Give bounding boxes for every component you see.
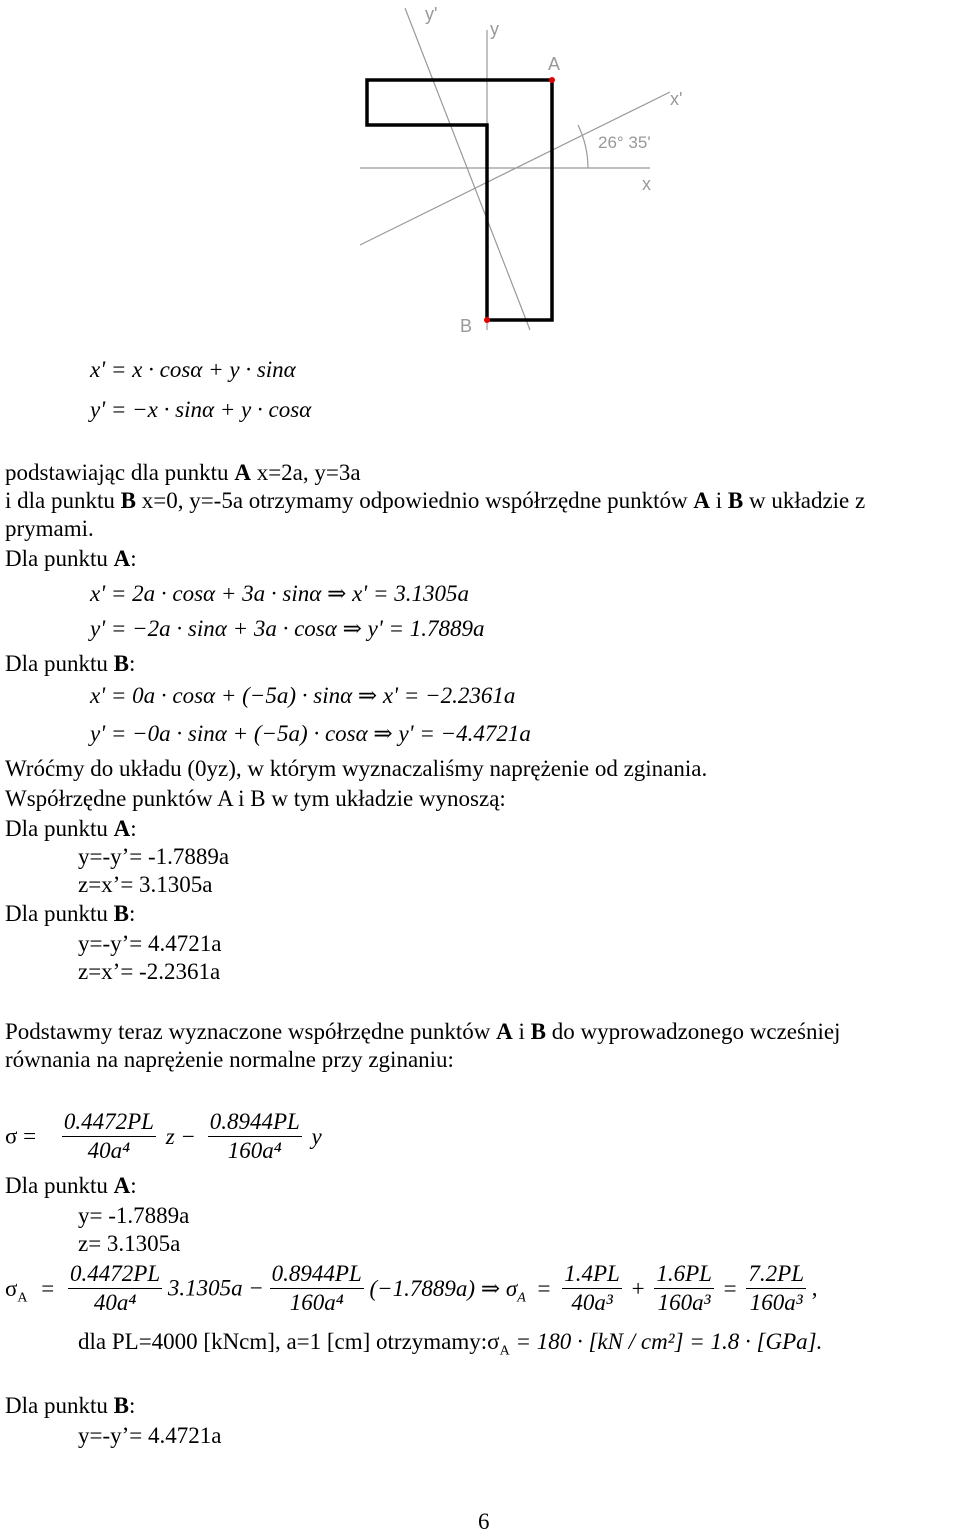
angle-arc [578, 125, 588, 168]
return-line1: Wróćmy do układu (0yz), w którym wyznaczaliśmy naprężenie od zginania. [5, 756, 708, 781]
label-x-prime: x' [670, 89, 683, 109]
page-number: 6 [478, 1509, 490, 1534]
coordsA-y: y=-y’= -1.7889a [78, 844, 230, 869]
sigmaA-y: y= -1.7889a [78, 1203, 190, 1228]
transform-eq2: y' = −x · sinα + y · cosα [90, 397, 312, 422]
intro-line2: i dla punktu B x=0, y=-5a otrzymamy odpowiednio współrzędne punktów A i B w układzie z [5, 488, 866, 513]
sigma-frac2: $\frac{0.8944PL}{\text{160a⁴}}$ [209, 1109, 300, 1163]
label-angle: 26° 35' [598, 133, 651, 152]
transform-eq1: x' = x · cosα + y · sinα [90, 357, 296, 382]
return-line2: Współrzędne punktów A i B w tym układzie wynoszą: [5, 786, 506, 811]
coordsB-heading: Dla punktu B: [5, 901, 136, 926]
sigmaB-y: y=-y’= 4.4721a [78, 1423, 222, 1448]
point-a-marker [549, 77, 555, 83]
pointA-prime-eq1: x' = 2a · cosα + 3a · sinα ⇒ x' = 3.1305a [90, 581, 469, 606]
point-b-marker [484, 317, 490, 323]
label-y-prime: y' [425, 4, 438, 24]
y-prime-axis [405, 8, 530, 330]
sigmaA-z: z= 3.1305a [78, 1231, 181, 1256]
section-outline [367, 80, 552, 320]
sigmaA-result: dla PL=4000 [kNcm], a=1 [cm] $otrzymamy:\sigma_A = 180 \cdot [kN / cm^2] = 1.8 \cdot [GPa]$. [78, 1329, 823, 1359]
label-a: A [548, 54, 561, 74]
substitute-line1: Podstawmy teraz wyznaczone współrzędne punktów A i B do wyprowadzonego wcześniej [5, 1019, 841, 1044]
cross-section-figure [330, 0, 710, 345]
coordsA-z: z=x’= 3.1305a [78, 872, 213, 897]
sigma-formula: σ = $\frac{0.4472PL}{\text{40a⁴}}$ z − $\frac{0.8944PL}{\text{160a⁴}}$ y [5, 1109, 322, 1163]
sigmaA-equation: $\sigma_A$ = $\frac{0.4472PL}{\text{40a⁴}}$ 3.1305a − $\frac{0.8944PL}{\text{160a⁴}}$ (−1.7889a) ⇒ $\sigma_A$ = $\frac{1.4PL}{\text{40a³}}$ + $\frac{1.6PL}{\text{160a³}}$ = $\frac{7.2PL}{\text{160a³}}$ , [5, 1261, 818, 1315]
label-x: x [642, 174, 651, 194]
pointB-prime-eq2: y' = −0a · sinα + (−5a) · cosα ⇒ y' = −4.4721a [90, 721, 531, 746]
coordsB-z: z=x’= -2.2361a [78, 959, 221, 984]
coordsB-y: y=-y’= 4.4721a [78, 931, 222, 956]
pointB-prime-eq1: x' = 0a · cosα + (−5a) · sinα ⇒ x' = −2.2361a [90, 683, 516, 708]
sigma-symbol: σ = [5, 1123, 37, 1149]
intro-line1: podstawiając dla punktu A x=2a, y=3a [5, 460, 361, 485]
pointA-prime-heading: Dla punktu A: [5, 546, 137, 571]
pointA-prime-eq2: y' = −2a · sinα + 3a · cosα ⇒ y' = 1.7889a [90, 616, 485, 641]
label-b: B [460, 316, 473, 336]
intro-line3: prymami. [5, 516, 94, 541]
coordsA-heading: Dla punktu A: [5, 816, 137, 841]
sigma-frac1: $\frac{0.4472PL}{\text{40a⁴}}$ [63, 1109, 154, 1163]
sigmaA-heading: Dla punktu A: [5, 1173, 137, 1198]
sigmaB-heading: Dla punktu B: [5, 1393, 136, 1418]
substitute-line2: równania na naprężenie normalne przy zginaniu: [5, 1047, 454, 1072]
pointB-prime-heading: Dla punktu B: [5, 651, 136, 676]
label-y: y [490, 19, 499, 39]
